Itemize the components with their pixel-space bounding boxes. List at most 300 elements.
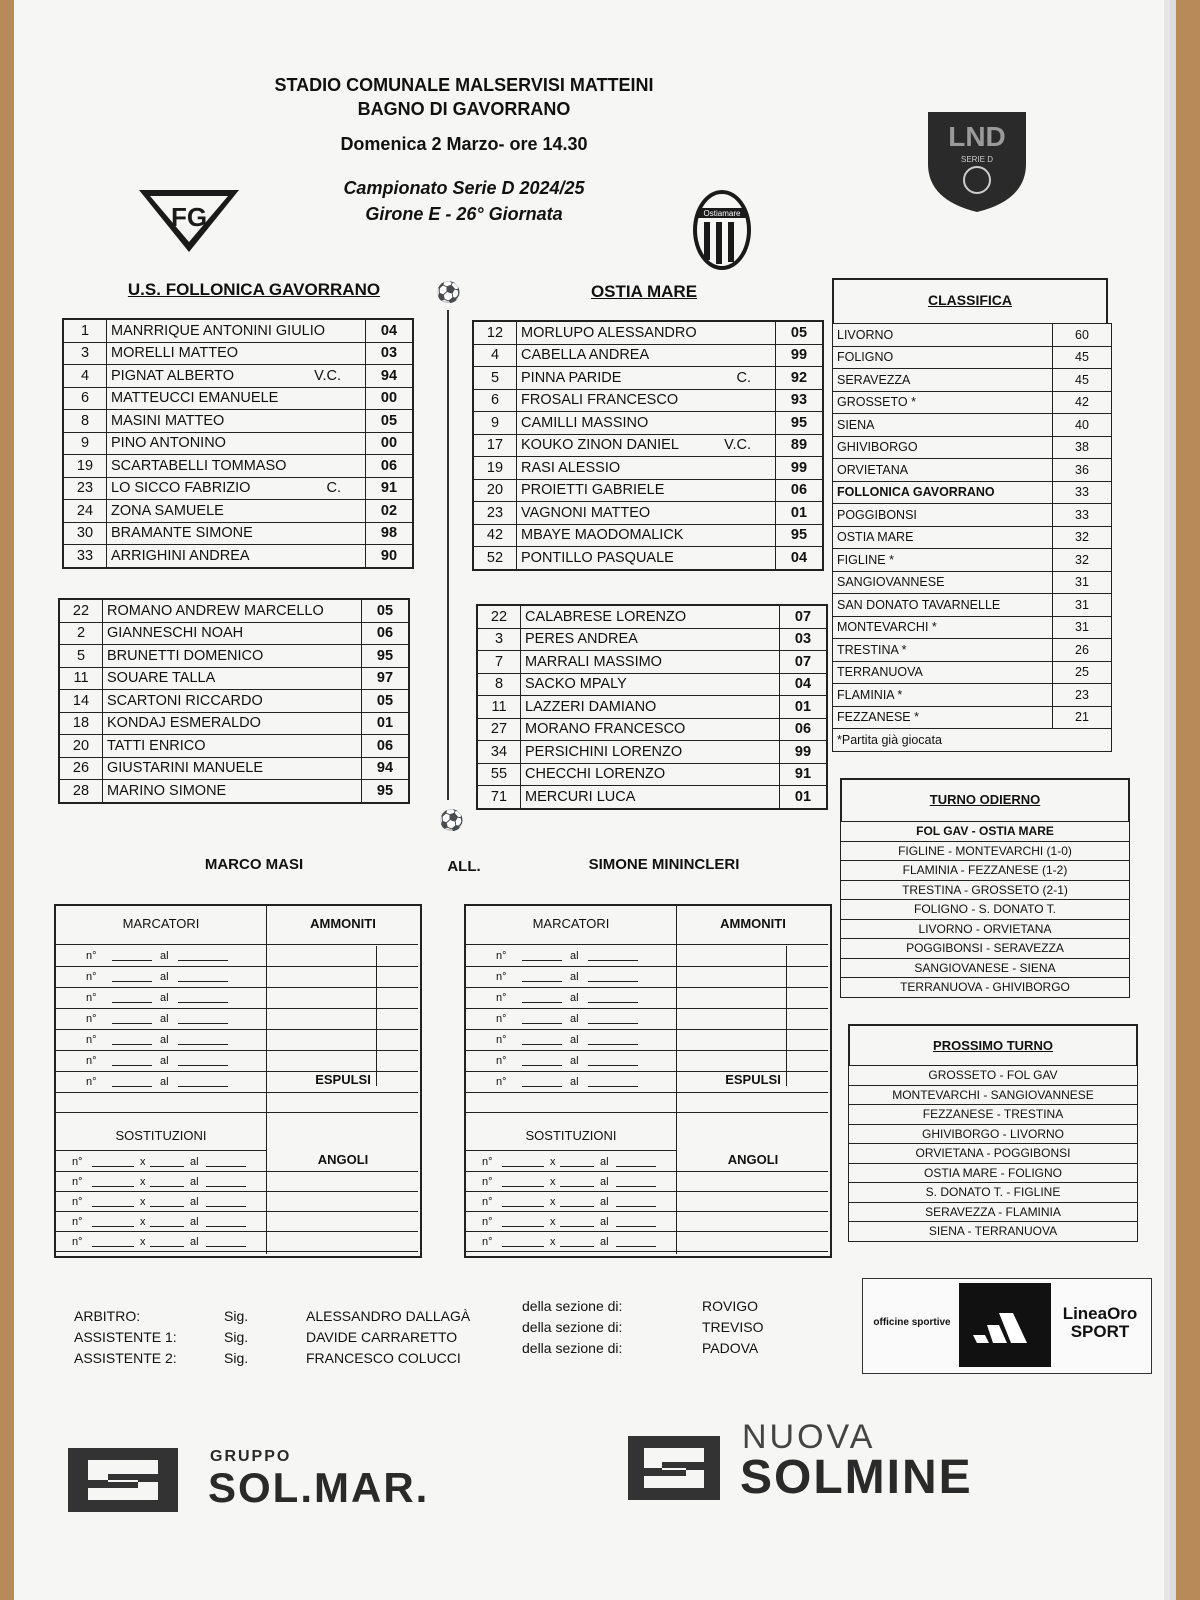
solmine-logo-icon xyxy=(628,1428,728,1508)
next-match: S. DONATO T. - FIGLINE xyxy=(849,1183,1138,1203)
sub-line xyxy=(466,1251,828,1252)
home-starter-row xyxy=(63,500,413,523)
next-match-row xyxy=(849,1105,1138,1125)
standings-row xyxy=(833,414,1112,437)
standings-points: 31 xyxy=(1053,616,1112,639)
player-name xyxy=(521,605,780,628)
x-label: x xyxy=(140,1156,146,1168)
away-sub-row xyxy=(477,718,827,741)
blank-line xyxy=(616,1186,656,1187)
n-label: n° xyxy=(496,971,507,983)
player-number: 55 xyxy=(477,763,521,786)
sponsor-solmine: SOLMINE xyxy=(740,1451,973,1504)
home-sub-row xyxy=(59,757,409,780)
sheet-line xyxy=(466,1112,828,1113)
blank-line xyxy=(112,960,152,961)
player-name-text: PROIETTI GABRIELE xyxy=(521,482,665,499)
sponsor-gruppo: GRUPPO xyxy=(210,1448,292,1465)
next-title: PROSSIMO TURNO xyxy=(933,1038,1053,1053)
subs-label: SOSTITUZIONI xyxy=(525,1128,617,1143)
standings-points: 45 xyxy=(1053,346,1112,369)
player-year: 07 xyxy=(780,651,828,674)
today-match: FOL GAV - OSTIA MARE xyxy=(841,822,1130,842)
away-scoresheet[interactable] xyxy=(464,904,832,1258)
standings-points: 40 xyxy=(1053,414,1112,437)
al-label: al xyxy=(190,1236,199,1248)
al-label: al xyxy=(190,1196,199,1208)
player-year: 99 xyxy=(776,344,824,367)
away-starter-row xyxy=(473,389,823,412)
player-name xyxy=(517,321,776,344)
player-number: 4 xyxy=(63,365,107,388)
x-label: x xyxy=(550,1176,556,1188)
player-year: 94 xyxy=(366,365,414,388)
blank-line xyxy=(206,1206,246,1207)
player-number: 26 xyxy=(59,757,103,780)
player-year: 06 xyxy=(362,735,410,758)
official-section-label: della sezione di: xyxy=(522,1298,623,1314)
solmar-logo-icon xyxy=(68,1440,188,1520)
subs-label: SOSTITUZIONI xyxy=(115,1128,207,1143)
player-name xyxy=(103,780,362,803)
scorer-line xyxy=(56,966,418,967)
player-number: 5 xyxy=(473,367,517,390)
blank-line xyxy=(560,1246,594,1247)
blank-line xyxy=(560,1166,594,1167)
scorer-line xyxy=(56,987,418,988)
player-name xyxy=(521,651,780,674)
today-match-row xyxy=(841,939,1130,959)
sheet-line xyxy=(56,1112,418,1113)
player-year: 92 xyxy=(776,367,824,390)
today-match-row xyxy=(841,861,1130,881)
officials-block xyxy=(74,1298,774,1396)
player-year: 98 xyxy=(366,522,414,545)
lnd-logo xyxy=(922,104,1032,216)
player-name xyxy=(107,410,366,433)
al-label: al xyxy=(570,1013,579,1025)
player-name xyxy=(103,690,362,713)
n-label: n° xyxy=(72,1156,83,1168)
away-starter-row xyxy=(473,321,823,344)
home-starter-row xyxy=(63,432,413,455)
standings-header xyxy=(832,278,1108,324)
al-label: al xyxy=(160,1013,169,1025)
player-number: 11 xyxy=(59,667,103,690)
n-label: n° xyxy=(86,971,97,983)
today-match: FLAMINIA - FEZZANESE (1-2) xyxy=(841,861,1130,881)
player-role: V.C. xyxy=(314,367,341,384)
sub-line xyxy=(56,1171,418,1172)
home-scoresheet[interactable] xyxy=(54,904,422,1258)
player-year: 05 xyxy=(362,599,410,622)
next-match: OSTIA MARE - FOLIGNO xyxy=(849,1163,1138,1183)
standings-row xyxy=(833,594,1112,617)
n-label: n° xyxy=(496,1034,507,1046)
today-match-row xyxy=(841,841,1130,861)
standings-points: 23 xyxy=(1053,684,1112,707)
today-match: TERRANUOVA - GHIVIBORGO xyxy=(841,978,1130,998)
standings-points: 32 xyxy=(1053,549,1112,572)
today-header xyxy=(840,778,1130,822)
player-year: 99 xyxy=(780,741,828,764)
n-label: n° xyxy=(72,1236,83,1248)
x-label: x xyxy=(550,1196,556,1208)
sub-line xyxy=(56,1251,418,1252)
player-name xyxy=(521,741,780,764)
next-match-row xyxy=(849,1202,1138,1222)
n-label: n° xyxy=(482,1156,493,1168)
away-starter-row xyxy=(473,367,823,390)
soccer-ball-icon: ⚽ xyxy=(436,282,461,304)
today-match: POGGIBONSI - SERAVEZZA xyxy=(841,939,1130,959)
al-label: al xyxy=(600,1236,609,1248)
next-match-row xyxy=(849,1183,1138,1203)
standings-team: GHIVIBORGO xyxy=(833,436,1053,459)
player-name-text: ROMANO ANDREW MARCELLO xyxy=(107,602,324,619)
player-name-text: VAGNONI MATTEO xyxy=(521,504,651,521)
booked-label: AMMONITI xyxy=(310,916,376,931)
blank-line xyxy=(588,1086,638,1087)
blank-line xyxy=(522,1023,562,1024)
player-name-text: GIANNESCHI NOAH xyxy=(107,625,244,642)
standings-row xyxy=(833,369,1112,392)
player-number: 8 xyxy=(63,410,107,433)
player-number: 52 xyxy=(473,547,517,570)
sponsor-lineaoro: LineaOro SPORT xyxy=(1062,1304,1138,1341)
next-matches-table xyxy=(848,1065,1138,1242)
sub-line xyxy=(466,1211,828,1212)
away-sub-row xyxy=(477,651,827,674)
n-label: n° xyxy=(72,1176,83,1188)
official-role: ASSISTENTE 2: xyxy=(74,1350,177,1366)
player-name-text: PINO ANTONINO xyxy=(111,435,226,452)
today-match: LIVORNO - ORVIETANA xyxy=(841,919,1130,939)
player-name-text: PINNA PARIDE xyxy=(521,369,622,386)
al-label: al xyxy=(600,1216,609,1228)
standings-points: 33 xyxy=(1053,504,1112,527)
n-label: n° xyxy=(496,1076,507,1088)
player-name xyxy=(517,344,776,367)
player-name-text: CABELLA ANDREA xyxy=(521,347,650,364)
next-match: SIENA - TERRANUOVA xyxy=(849,1222,1138,1242)
al-label: al xyxy=(570,1055,579,1067)
player-number: 34 xyxy=(477,741,521,764)
home-team-logo xyxy=(134,186,244,256)
x-label: x xyxy=(550,1156,556,1168)
player-name xyxy=(517,547,776,570)
blank-line xyxy=(178,960,228,961)
standings-team: FOLIGNO xyxy=(833,346,1053,369)
scorer-line xyxy=(56,1029,418,1030)
player-name xyxy=(103,757,362,780)
official-section-label: della sezione di: xyxy=(522,1319,623,1335)
today-match: TRESTINA - GROSSETO (2-1) xyxy=(841,880,1130,900)
blank-line xyxy=(178,1044,228,1045)
today-match: FIGLINE - MONTEVARCHI (1-0) xyxy=(841,841,1130,861)
standings-points: 42 xyxy=(1053,391,1112,414)
player-name-text: MARRALI MASSIMO xyxy=(525,653,662,670)
blank-line xyxy=(178,1023,228,1024)
standings-points: 60 xyxy=(1053,324,1112,347)
away-starter-row xyxy=(473,479,823,502)
player-year: 06 xyxy=(780,718,828,741)
adidas-logo xyxy=(959,1283,1051,1367)
scorer-line xyxy=(56,1092,418,1093)
standings-team: POGGIBONSI xyxy=(833,504,1053,527)
scorers-label: MARCATORI xyxy=(122,916,200,931)
player-number: 24 xyxy=(63,500,107,523)
player-name-text: TATTI ENRICO xyxy=(107,737,206,754)
player-year: 91 xyxy=(780,763,828,786)
away-starter-row xyxy=(473,502,823,525)
svg-text:FG: FG xyxy=(170,202,208,232)
player-number: 9 xyxy=(63,432,107,455)
standings-team: LIVORNO xyxy=(833,324,1053,347)
player-name-text: MASINI MATTEO xyxy=(111,412,225,429)
player-name xyxy=(517,412,776,435)
al-label: al xyxy=(160,1034,169,1046)
blank-line xyxy=(112,1044,152,1045)
standings-row xyxy=(833,459,1112,482)
player-name-text: PERES ANDREA xyxy=(525,631,638,648)
n-label: n° xyxy=(86,1076,97,1088)
player-name xyxy=(107,365,366,388)
al-label: al xyxy=(160,950,169,962)
player-year: 95 xyxy=(362,780,410,803)
next-match: ORVIETANA - POGGIBONSI xyxy=(849,1144,1138,1164)
away-starter-row xyxy=(473,344,823,367)
today-match-row xyxy=(841,900,1130,920)
player-name-text: LAZZERI DAMIANO xyxy=(525,698,657,715)
player-number: 6 xyxy=(63,387,107,410)
standings-team: TRESTINA * xyxy=(833,639,1053,662)
blank-line xyxy=(522,1086,562,1087)
standings-team: FOLLONICA GAVORRANO xyxy=(833,481,1053,504)
official-city: TREVISO xyxy=(702,1319,764,1335)
player-number: 20 xyxy=(59,735,103,758)
player-name xyxy=(107,455,366,478)
corners-label: ANGOLI xyxy=(317,1152,369,1167)
sheet-header-line xyxy=(466,944,828,945)
today-match-row xyxy=(841,880,1130,900)
player-number: 19 xyxy=(63,455,107,478)
player-number: 18 xyxy=(59,712,103,735)
player-name-text: PIGNAT ALBERTO xyxy=(111,367,235,384)
blank-line xyxy=(522,1044,562,1045)
player-number: 42 xyxy=(473,524,517,547)
blank-line xyxy=(178,981,228,982)
player-name-text: KONDAJ ESMERALDO xyxy=(107,715,261,732)
player-number: 20 xyxy=(473,479,517,502)
standings-note-row xyxy=(833,729,1112,752)
official-sig: Sig. xyxy=(224,1329,249,1345)
player-number: 23 xyxy=(63,477,107,500)
player-name xyxy=(103,622,362,645)
blank-line xyxy=(616,1226,656,1227)
standings-points: 25 xyxy=(1053,661,1112,684)
standings-row xyxy=(833,391,1112,414)
coach-label: ALL. xyxy=(447,858,481,875)
player-name-text: FROSALI FRANCESCO xyxy=(521,392,679,409)
home-sub-row xyxy=(59,622,409,645)
sub-line xyxy=(466,1171,828,1172)
al-label: al xyxy=(160,971,169,983)
sponsor-officine: officine sportive xyxy=(873,1317,951,1328)
player-name xyxy=(521,718,780,741)
home-sub-row xyxy=(59,645,409,668)
today-matches-table xyxy=(840,821,1130,998)
al-label: al xyxy=(570,992,579,1004)
player-role: C. xyxy=(736,369,751,386)
al-label: al xyxy=(600,1176,609,1188)
next-match-row xyxy=(849,1124,1138,1144)
x-label: x xyxy=(550,1216,556,1228)
sent-off-label: ESPULSI xyxy=(315,1072,371,1087)
soccer-ball-icon: ⚽ xyxy=(439,810,464,832)
next-match-row xyxy=(849,1066,1138,1086)
blank-line xyxy=(178,1002,228,1003)
blank-line xyxy=(112,1023,152,1024)
standings-row xyxy=(833,549,1112,572)
player-name xyxy=(517,524,776,547)
player-name-text: MARINO SIMONE xyxy=(107,782,227,799)
blank-line xyxy=(150,1206,184,1207)
blank-line xyxy=(92,1186,134,1187)
player-name-text: MATTEUCCI EMANUELE xyxy=(111,390,279,407)
away-starter-row xyxy=(473,547,823,570)
player-year: 95 xyxy=(362,645,410,668)
corners-label: ANGOLI xyxy=(727,1152,779,1167)
official-role: ASSISTENTE 1: xyxy=(74,1329,177,1345)
player-number: 3 xyxy=(63,342,107,365)
standings-points: 36 xyxy=(1053,459,1112,482)
today-title: TURNO ODIERNO xyxy=(929,792,1041,807)
player-name xyxy=(107,342,366,365)
blank-line xyxy=(588,981,638,982)
player-name-text: PONTILLO PASQUALE xyxy=(521,549,674,566)
player-name xyxy=(107,545,366,568)
home-starter-row xyxy=(63,522,413,545)
player-name-text: MBAYE MAODOMALICK xyxy=(521,527,684,544)
standings-table xyxy=(832,323,1112,752)
player-name xyxy=(103,599,362,622)
blank-line xyxy=(616,1206,656,1207)
away-team-name: OSTIA MARE xyxy=(590,282,698,301)
blank-line xyxy=(206,1166,246,1167)
player-number: 22 xyxy=(477,605,521,628)
today-match-row xyxy=(841,978,1130,998)
player-year: 00 xyxy=(366,432,414,455)
home-starters-table xyxy=(62,318,414,569)
next-match: MONTEVARCHI - SANGIOVANNESE xyxy=(849,1085,1138,1105)
sub-line xyxy=(466,1231,828,1232)
player-name xyxy=(107,500,366,523)
blank-line xyxy=(150,1246,184,1247)
player-number: 19 xyxy=(473,457,517,480)
player-name xyxy=(517,389,776,412)
blank-line xyxy=(560,1186,594,1187)
player-number: 7 xyxy=(477,651,521,674)
blank-line xyxy=(150,1186,184,1187)
player-name xyxy=(103,667,362,690)
standings-title: CLASSIFICA xyxy=(928,292,1012,308)
player-name xyxy=(517,367,776,390)
al-label: al xyxy=(190,1156,199,1168)
away-sub-row xyxy=(477,741,827,764)
today-match-row xyxy=(841,822,1130,842)
home-sub-row xyxy=(59,690,409,713)
al-label: al xyxy=(160,1055,169,1067)
player-year: 05 xyxy=(366,410,414,433)
n-label: n° xyxy=(482,1176,493,1188)
svg-text:LND: LND xyxy=(948,121,1006,152)
scorer-line xyxy=(56,1050,418,1051)
next-match-row xyxy=(849,1163,1138,1183)
blank-line xyxy=(502,1206,544,1207)
player-name xyxy=(107,432,366,455)
player-year: 00 xyxy=(366,387,414,410)
player-year: 01 xyxy=(362,712,410,735)
blank-line xyxy=(92,1246,134,1247)
player-year: 05 xyxy=(362,690,410,713)
player-name-text: KOUKO ZINON DANIEL xyxy=(521,437,679,454)
next-match-row xyxy=(849,1222,1138,1242)
standings-team: OSTIA MARE xyxy=(833,526,1053,549)
next-match-row xyxy=(849,1085,1138,1105)
blank-line xyxy=(502,1226,544,1227)
center-divider xyxy=(447,310,449,800)
standings-team: FLAMINIA * xyxy=(833,684,1053,707)
player-name xyxy=(103,645,362,668)
standings-team: SIENA xyxy=(833,414,1053,437)
player-number: 1 xyxy=(63,319,107,342)
blank-line xyxy=(522,981,562,982)
blank-line xyxy=(588,1044,638,1045)
player-year: 06 xyxy=(366,455,414,478)
scorer-line xyxy=(466,1029,828,1030)
player-year: 02 xyxy=(366,500,414,523)
scorers-label: MARCATORI xyxy=(532,916,610,931)
player-number: 14 xyxy=(59,690,103,713)
player-year: 04 xyxy=(776,547,824,570)
standings-row xyxy=(833,684,1112,707)
blank-line xyxy=(522,1065,562,1066)
player-year: 01 xyxy=(780,696,828,719)
standings-team: SERAVEZZA xyxy=(833,369,1053,392)
n-label: n° xyxy=(86,1034,97,1046)
n-label: n° xyxy=(72,1216,83,1228)
blank-line xyxy=(206,1246,246,1247)
blank-line xyxy=(92,1226,134,1227)
standings-note: *Partita già giocata xyxy=(833,729,1112,752)
player-number: 5 xyxy=(59,645,103,668)
sheet-subdivider xyxy=(786,946,787,1086)
player-year: 03 xyxy=(366,342,414,365)
standings-row xyxy=(833,661,1112,684)
player-role: C. xyxy=(326,480,341,497)
x-label: x xyxy=(140,1176,146,1188)
player-name-text: MORELLI MATTEO xyxy=(111,345,239,362)
standings-row xyxy=(833,481,1112,504)
player-role: V.C. xyxy=(724,437,751,454)
official-sig: Sig. xyxy=(224,1350,249,1366)
today-match: FOLIGNO - S. DONATO T. xyxy=(841,900,1130,920)
away-subs-table xyxy=(476,604,828,810)
blank-line xyxy=(560,1226,594,1227)
player-year: 01 xyxy=(780,786,828,809)
away-sub-row xyxy=(477,673,827,696)
